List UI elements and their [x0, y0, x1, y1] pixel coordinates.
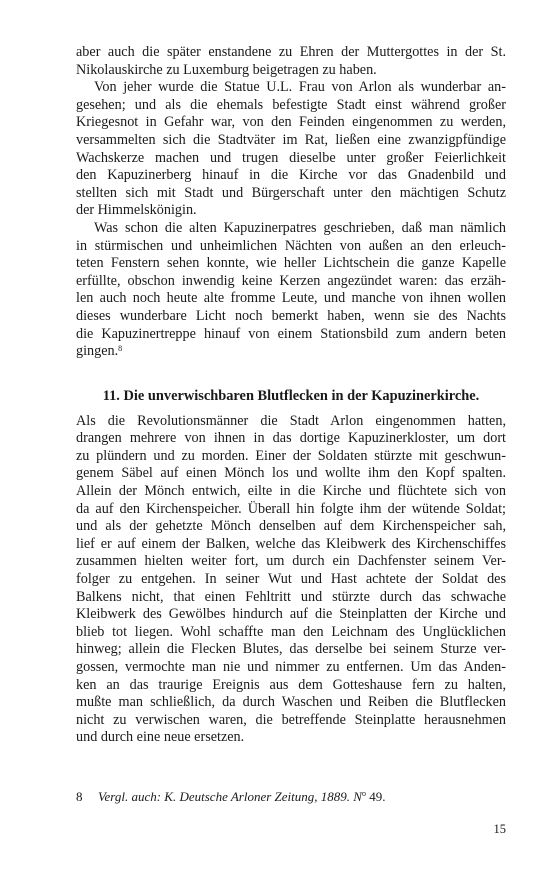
text-line: mußte man schließlich, da durch Waschen und Reiben die Blutflecken	[76, 694, 506, 711]
page-number: 15	[493, 822, 506, 836]
text-line: Kriegesnot in Gefahr war, von den Feinden eingenommen zu werden,	[76, 114, 506, 131]
text-line: zusammen hielten weiter fort, um durch ein Dachfenster seinem Ver-	[76, 553, 506, 570]
text-line: Balkens nicht, that einen Fehltritt und stürzte durch das schwache	[76, 588, 506, 605]
text-line: Als die Revolutionsmänner die Stadt Arlon eingenommen hatten,	[76, 412, 506, 429]
footnote	[76, 789, 385, 805]
text-line: erfüllte, obschon inwendig keine Kerzen angezündet waren: das erzäh-	[76, 272, 506, 289]
text-line: genem Säbel auf einen Mönch los und wollte ihm den Kopf spalten.	[76, 465, 506, 482]
text-line: Von jeher wurde die Statue U.L. Frau von Arlon als wunderbar an-	[94, 79, 506, 96]
text-line: lief er auf einem der Balken, welche das Kleibwerk des Kirchenschiffes	[76, 535, 506, 552]
text-line: len auch noch heute alte fromme Leute, und manche von ihnen wollen	[76, 290, 506, 307]
text-line: in stürmischen und unheimlichen Nächten von außen an den erleuch-	[76, 237, 506, 254]
text-line: folger zu entgehen. In seiner Wut und Hast achtete der Soldat des	[76, 571, 506, 588]
paragraph-1	[76, 44, 506, 79]
text-line: aber auch die später enstandene zu Ehren der Muttergottes in der St.	[76, 44, 506, 60]
footnote-reference: 8	[118, 344, 123, 354]
text-line: stellten sich mit Stadt und Bürgerschaft unter den mächtigen Schutz	[76, 184, 506, 201]
text-line: hinweg; allein die Flecken Blutes, das derselbe bei seinem Sturze ver-	[76, 641, 506, 658]
text-line: den Kapuzinerberg hinauf in die Kirche vor das Gnadenbild und	[76, 167, 506, 184]
text-line: gesehen; und als die ehemals befestigte Stadt einst während großer	[76, 96, 506, 113]
paragraph-3-last-text: gingen.	[76, 343, 119, 360]
paragraph-3	[76, 220, 506, 343]
text-line: Was schon die alten Kapuzinerpatres geschrieben, daß man nämlich	[94, 219, 506, 236]
text-line: Kleibwerk des Gewölbes hindurch auf die Steinplatten der Kirche und	[76, 606, 506, 623]
text-line: blieb tot liegen. Wohl schaffte man den Leichnam des Unglücklichen	[76, 623, 506, 640]
footnote-superscript: o	[361, 789, 366, 798]
text-line: versammelten sich die Stadtväter im Rat, ließen eine zwanzigpfündige	[76, 131, 506, 148]
paragraph-4-last-line: und durch eine neue ersetzen.	[76, 729, 245, 746]
text-line: zu plündern und zu morden. Einer der Soldaten stürzte mit geschwun-	[76, 447, 506, 464]
paragraph-4	[76, 413, 506, 730]
text-line: ken an das traurige Ereignis aus dem Gotteshause fern zu halten,	[76, 676, 506, 693]
footnote-text: Vergl. auch: K. Deutsche Arloner Zeitung, 1889. N	[98, 789, 362, 804]
text-line: nicht zu verwischen waren, die betreffende Steinplatte herausnehmen	[76, 711, 506, 728]
text-line: der Himmelskönigin.	[76, 202, 197, 219]
text-line: dieses wunderbare Licht noch bemerkt haben, wenn sie des Nachts	[76, 307, 506, 324]
page-body	[76, 44, 506, 747]
paragraph-2	[76, 79, 506, 220]
text-line: gossen, vermochte man nie und nimmer zu entfernen. Um das Anden-	[76, 659, 506, 675]
text-line: Wachskerze machen und trugen dieselbe unter großer Feierlichkeit	[76, 149, 506, 166]
section-heading: 11. Die unverwischbaren Blutflecken in der Kapuzinerkirche.	[102, 387, 480, 404]
paragraph-3-last-line	[76, 343, 506, 361]
text-line: Allein der Mönch entwich, eilte in die Kirche und flüchtete sich von	[76, 483, 506, 500]
text-line: die Kapuzinertreppe hinauf von einem Stationsbild zum andern beten	[76, 325, 506, 342]
text-line: Nikolauskirche zu Luxemburg beigetragen zu haben.	[76, 61, 377, 78]
footnote-number: 8	[76, 789, 83, 804]
footnote-tail: 49.	[365, 789, 386, 804]
text-line: und als der gehetzte Mönch denselben auf dem Kirchenspeicher sah,	[76, 518, 506, 535]
text-line: teten Fenstern sehen konnte, wie heller Lichtschein die ganze Kapelle	[76, 255, 506, 272]
text-line: da auf den Kirchenspeicher. Überall hin folgte ihm der wütende Soldat;	[76, 500, 506, 517]
text-line: drangen mehrere von ihnen in das dortige Kapuzinerkloster, um dort	[76, 430, 506, 447]
